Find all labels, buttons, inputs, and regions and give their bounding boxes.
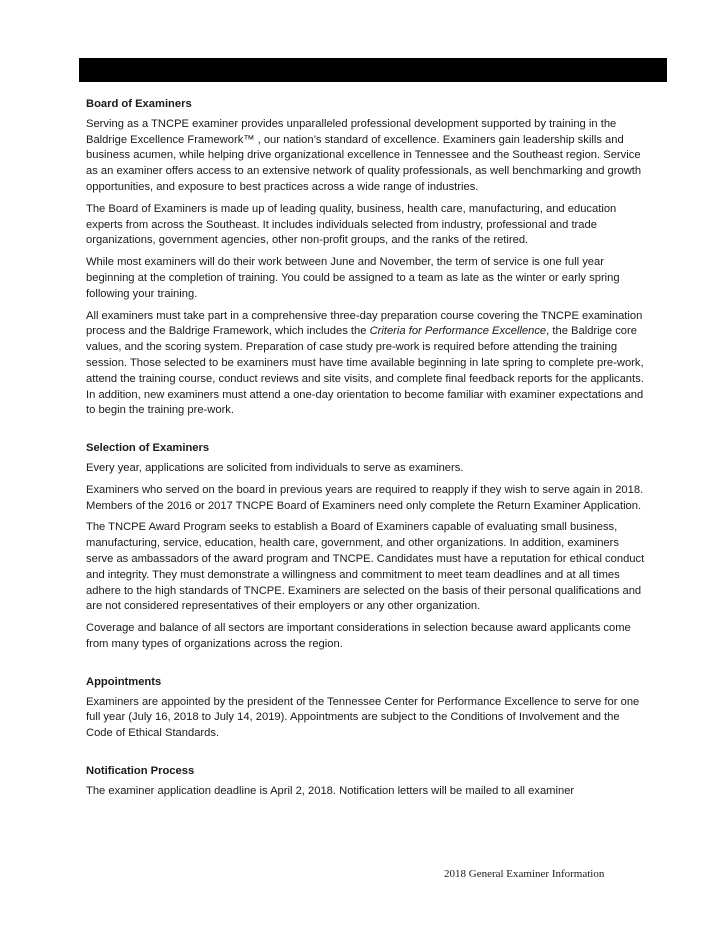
paragraph: The Board of Examiners is made up of leading quality, business, health care, manufacturing, and education experts from across the Southeast. It includes individuals selected from industry, professional and trade organizations, government agencies, other non-profit groups, and the ranks of the retired. bbox=[86, 202, 617, 247]
criteria-title: Criteria for Performance Excellence bbox=[369, 325, 547, 338]
document-body bbox=[86, 97, 646, 805]
paragraph-text: All examiners must take part in a comprehensive three-day preparation course covering the TNCPE examination process and the Baldrige Framework, which includes the bbox=[86, 309, 643, 338]
paragraph: The TNCPE Award Program seeks to establish a Board of Examiners capable of evaluating small business, manufacturing, service, education, health care, government, and other organizations. In addition, examiners serve as ambassadors of the award program and TNCPE. Candidates must have a reputation for ethical conduct and integrity. They must demonstrate a willingness and commitment to meet team deadlines and at all times adhere to the high standards of TNCPE. Examiners are selected on the basis of their personal qualifications and are not considered representatives of their employers or any other organization. bbox=[86, 521, 645, 613]
paragraph: Examiners who served on the board in previous years are required to reapply if they wish to serve again in 2018. Members of the 2016 or 2017 TNCPE Board of Examiners need only complete the Return Examiner Application. bbox=[86, 483, 644, 512]
section-heading: Selection of Examiners bbox=[86, 442, 210, 455]
paragraph: Serving as a TNCPE examiner provides unparalleled professional development supported by training in the Baldrige Excellence Framework™ , our nation’s standard of excellence. Examiners gain leadership skills and business acumen, while helping drive organizational excellence in Tennessee and the Southeast region. Service as an examiner offers access to an extensive network of quality professionals, as well benchmarking and growth opportunities, and exposure to best practices across a wide range of industries. bbox=[86, 117, 642, 193]
section-heading: Board of Examiners bbox=[86, 98, 192, 110]
section-notification-process bbox=[86, 764, 646, 800]
section-board-of-examiners bbox=[86, 97, 646, 419]
paragraph: While most examiners will do their work between June and November, the term of service is one full year beginning at the completion of training. You could be assigned to a team as late as the winter or early spring following your training. bbox=[86, 256, 620, 300]
paragraph: Coverage and balance of all sectors are important considerations in selection because award applicants come from many types of organizations across the region. bbox=[86, 622, 631, 650]
section-heading: Appointments bbox=[86, 675, 162, 688]
paragraph: Examiners are appointed by the president of the Tennessee Center for Performance Excellence to serve for one full year (July 16, 2018 to July 14, 2019). Appointments are subject to the Conditions of Involvement and the Code of Ethical Standards. bbox=[86, 695, 640, 740]
paragraph bbox=[86, 309, 646, 420]
section-heading: Notification Process bbox=[86, 764, 195, 777]
section-selection-of-examiners bbox=[86, 441, 646, 653]
paragraph: The examiner application deadline is April 2, 2018. Notification letters will be mailed to all examiner bbox=[86, 784, 575, 797]
paragraph: Every year, applications are solicited from individuals to serve as examiners. bbox=[86, 461, 464, 474]
header-bar bbox=[79, 58, 667, 82]
paragraph-text: , the Baldrige core values, and the scoring system. Preparation of case study pre-work is required before attending the training session. Those selected to be examiners must have time available beginning in late spring to complete pre-work, attend the training course, conduct reviews and site visits, and complete final feedback reports for the applicants. In addition, new examiners must attend a one-day orientation to become familiar with examiner expectations and to begin the training pre-work. bbox=[86, 325, 644, 417]
section-appointments bbox=[86, 675, 646, 742]
page-footer: 2018 General Examiner Information bbox=[444, 868, 605, 880]
